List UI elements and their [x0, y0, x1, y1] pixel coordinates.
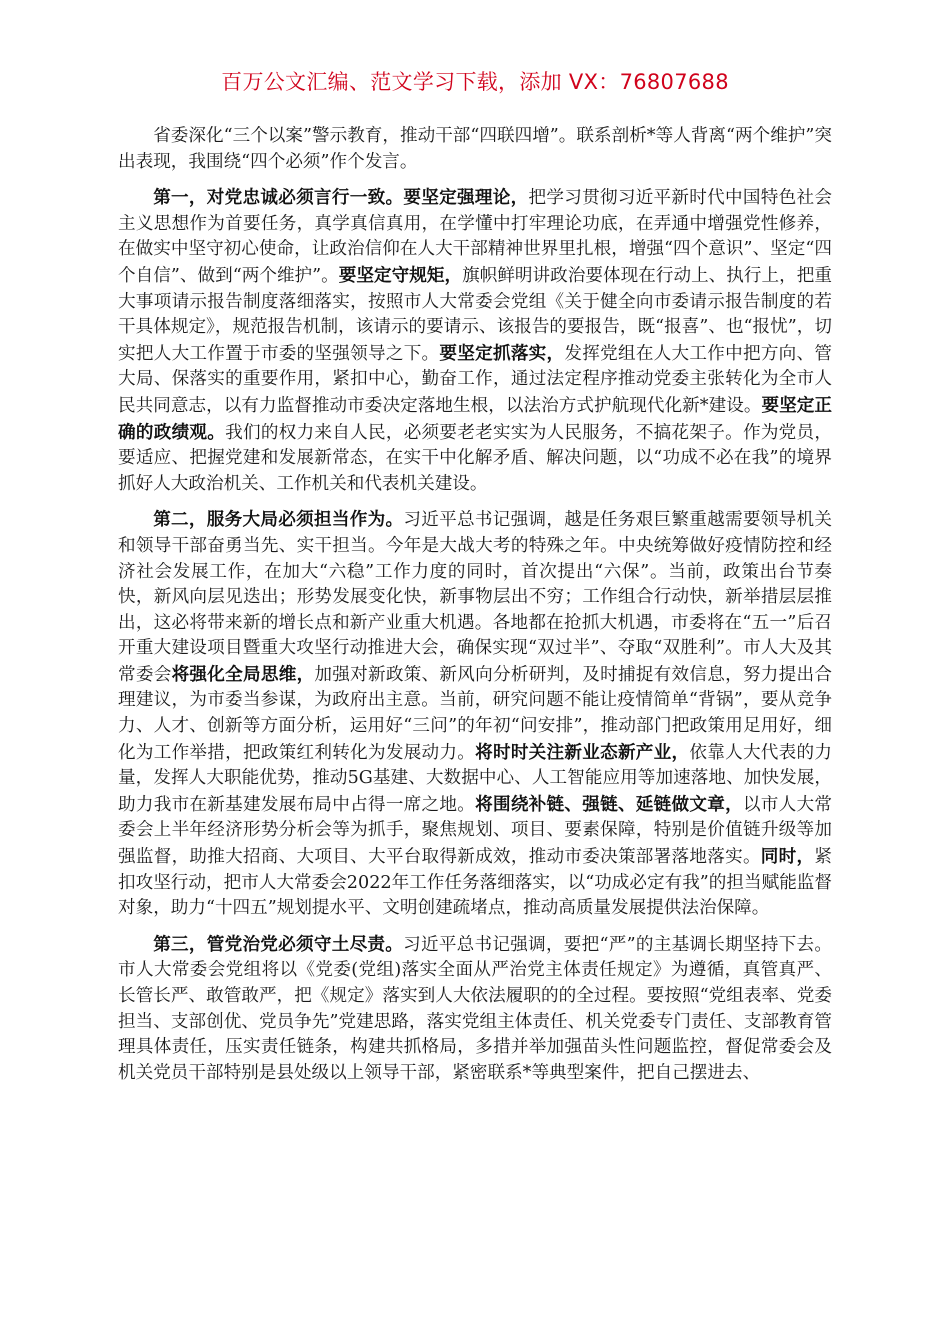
- paragraph-third-point: [118, 932, 832, 1087]
- bold-text-run: 要坚定守规矩，: [338, 264, 463, 286]
- paragraph-first-point: [118, 185, 832, 497]
- text-run: 以市人大常委会上半年经济形势分析会等为抓手，聚焦规划、项目、要素保障，特别是价值链升级等加强监督，助推大招商、大项目、大平台取得新成效，推动市委决策部署落地落实。: [118, 794, 832, 868]
- text-run: 发挥党组在人大工作中把方向、管大局、保落实的重要作用，紧扣中心，勤奋工作，通过法定程序推动党委主张转化为全市人民共同意志，以有力监督推动市委决定落地生根，以法治方式护航现代化新*建设。: [118, 343, 832, 416]
- paragraph-intro: [118, 124, 832, 175]
- text-run: 依靠人大代表的力量，发挥人大职能优势，推动5G基建、大数据中心、人工智能应用等加速落地、加快发展，助力我市在新基建发展布局中占得一席之地。: [118, 742, 832, 815]
- bold-text-run: 第二，服务大局必须担当作为。: [153, 509, 404, 531]
- text-run: 习近平总书记强调，越是任务艰巨繁重越需要领导机关和领导干部奋勇当先、实干担当。今年是大战大考的特殊之年。中央统筹做好疫情防控和经济社会发展工作，在加大“六稳”工作力度的同时，首次提出“六保”。当前，政策出台节奏快，新风向层见迭出；形势发展变化快，新事物层出不穷；工作组合行动快，新举措层层推出，这必将带来新的增长点和新产业重大机遇。各地都在抢抓大机遇，市委将在“五一”后召开重大建设项目暨重大攻坚行动推进大会，确保实现“双过半”、夺取“双胜利”。市人大及其常委会: [118, 510, 832, 685]
- bold-text-run: 将强化全局思维，: [171, 663, 315, 685]
- text-run: 我们的权力来自人民，必须要老老实实为人民服务，不搞花架子。作为党员，要适应、把握党建和发展新常态，在实干中化解矛盾、解决问题，以“功成不必在我”的境界抓好人大政治机关、工作机关和代表机关建设。: [118, 422, 832, 494]
- text-run: 紧扣攻坚行动，把市人大常委会2022年工作任务落细落实，以“功成必定有我”的担当赋能监督对象，助力“十四五”规划提水平、文明创建疏堵点，推动高质量发展提供法治保障。: [118, 847, 832, 919]
- text-run: 加强对新政策、新风向分析研判，及时捕捉有效信息，努力提出合理建议，为市委当参谋，为政府出主意。当前，研究问题不能让疫情简单“背锅”，要从竞争力、人才、创新等方面分析，运用好“三问”的年初“问安排”，推动部门把政策用足用好，细化为工作举措，把政策红利转化为发展动力。: [118, 664, 832, 763]
- bold-text-run: 同时，: [760, 846, 815, 868]
- bold-text-run: 要坚定正确的政绩观。: [118, 394, 832, 443]
- paragraph-second-point: [118, 507, 832, 922]
- bold-text-run: 第一，对党忠诚必须言行一致。要坚定强理论，: [153, 187, 529, 209]
- text-run: 习近平总书记强调，要把“严”的主基调长期坚持下去。市人大常委会党组将以《党委(党组)落实全面从严治党主体责任规定》为遵循，真管真严、长管长严、敢管敢严，把《规定》落实到人大依法履职的的全过程。要按照“党组表率、党委担当、支部创优、党员争先”党建思路，落实党组主体责任、机关党委专门责任、支部教育管理具体责任，压实责任链条，构建共抓格局，多措并举加强苗头性问题监控，督促常委会及机关党员干部特别是县处级以上领导干部，紧密联系*等典型案件，把自己摆进去、: [118, 934, 832, 1083]
- header-watermark-title: 百万公文汇编、范文学习下载，添加 VX：76807688: [221, 70, 729, 94]
- text-run: 旗帜鲜明讲政治要体现在行动上、执行上，把重大事项请示报告制度落细落实，按照市人大常委会党组《关于健全向市委请示报告制度的若干具体规定》，规范报告机制，该请示的要请示、该报告的要报告，既“报喜”、也“报忧”，切实把人大工作置于市委的坚强领导之下。: [118, 265, 832, 364]
- text-run: 把学习贯彻习近平新时代中国特色社会主义思想作为首要任务，真学真信真用，在学懂中打牢理论功底，在弄通中增强党性修养，在做实中坚守初心使命，让政治信仰在人大干部精神世界里扎根，增强“四个意识”、坚定“四个自信”、做到“两个维护”。: [118, 188, 832, 286]
- bold-text-run: 将时时关注新业态新产业，: [475, 741, 690, 763]
- bold-text-run: 要坚定抓落实，: [439, 342, 565, 364]
- text-run: 省委深化“三个以案”警示教育，推动干部“四联四增”。联系剖析*等人背离“两个维护”突出表现，我围绕“四个必须”作个发言。: [118, 126, 832, 172]
- bold-text-run: 将围绕补链、强链、延链做文章，: [475, 793, 743, 815]
- bold-text-run: 第三，管党治党必须守土尽责。: [153, 933, 404, 955]
- document-body: [118, 124, 832, 1096]
